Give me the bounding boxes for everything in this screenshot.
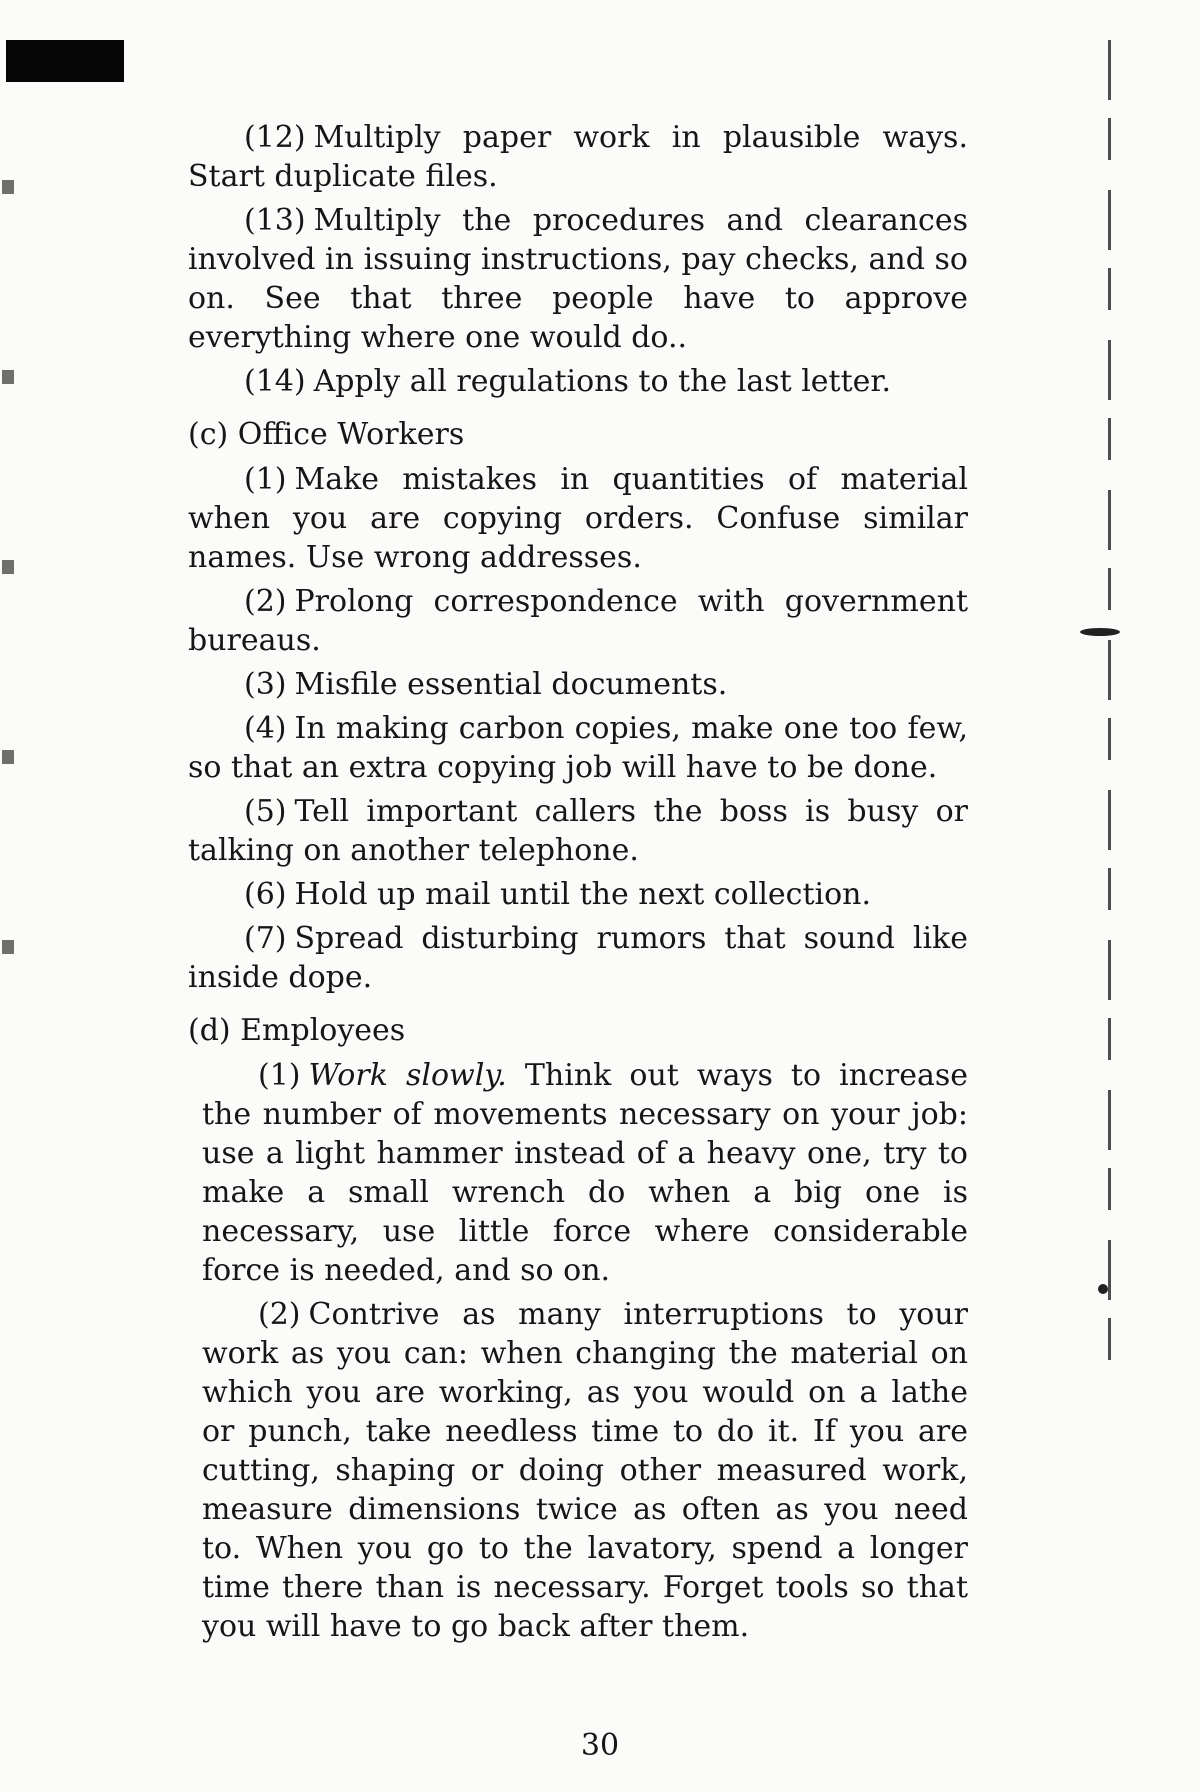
employee-item-1	[202, 1056, 968, 1290]
office-item-3	[188, 665, 968, 704]
paragraph-14	[188, 362, 968, 401]
section-heading-office-workers: (c) Office Workers	[188, 417, 465, 452]
item-text: Multiply paper work in plausible ways. Start duplicate files.	[188, 120, 968, 194]
office-item-1	[188, 460, 968, 577]
item-number: (3)	[244, 667, 287, 702]
item-text: Contrive as many interruptions to your work as you can: when changing the material on which you are working, as you would on a lathe or punch, take needless time to do it. If you are cutting, shaping or doing other measured work, measure dimensions twice as often as you need to. When you go to the lavatory, spend a longer time there than is necessary. Forget tools so that you will have to go back after them.	[202, 1297, 968, 1644]
item-number: (2)	[244, 584, 287, 619]
item-number: (1)	[258, 1058, 301, 1093]
body-text	[188, 118, 968, 1651]
office-item-4	[188, 709, 968, 787]
paragraph-13	[188, 201, 968, 357]
item-number: (2)	[258, 1297, 301, 1332]
right-margin-scan-edge	[1108, 40, 1111, 1360]
item-text: Prolong correspondence with government bureaus.	[188, 584, 968, 658]
item-text: Think out ways to increase the number of movements necessary on your job: use a light hammer instead of a heavy one, try to make a small wrench do when a big one is necessary, use little force where considerable force is needed, and so on.	[202, 1058, 968, 1288]
item-text: Apply all regulations to the last letter.	[313, 364, 892, 399]
margin-smudge	[1098, 1284, 1108, 1294]
paragraph-12	[188, 118, 968, 196]
item-number: (6)	[244, 877, 287, 912]
item-number: (4)	[244, 711, 287, 746]
employee-item-2	[202, 1295, 968, 1646]
item-emphasis: Work slowly.	[308, 1058, 507, 1093]
item-number: (7)	[244, 921, 287, 956]
redaction-block	[6, 40, 124, 82]
item-text: Multiply the procedures and clearances involved in issuing instructions, pay checks, and so on. See that three people have to approve everything where one would do..	[188, 203, 968, 355]
office-item-2	[188, 582, 968, 660]
item-number: (13)	[244, 203, 306, 238]
page-number: 30	[580, 1728, 620, 1763]
item-text: Hold up mail until the next collection.	[294, 877, 872, 912]
section-heading-employees: (d) Employees	[188, 1013, 406, 1048]
item-number: (14)	[244, 364, 306, 399]
item-number: (12)	[244, 120, 306, 155]
office-item-5	[188, 792, 968, 870]
office-item-6	[188, 875, 968, 914]
item-number: (1)	[244, 462, 287, 497]
left-margin-artifacts	[2, 120, 14, 1120]
item-text: Spread disturbing rumors that sound like inside dope.	[188, 921, 968, 995]
margin-smudge	[1080, 628, 1120, 636]
office-item-7	[188, 919, 968, 997]
item-text: In making carbon copies, make one too few, so that an extra copying job will have to be done.	[188, 711, 968, 785]
item-text: Make mistakes in quantities of material when you are copying orders. Confuse similar names. Use wrong addresses.	[188, 462, 968, 575]
item-text: Misfile essential documents.	[294, 667, 728, 702]
item-text: Tell important callers the boss is busy or talking on another telephone.	[188, 794, 968, 868]
item-number: (5)	[244, 794, 287, 829]
